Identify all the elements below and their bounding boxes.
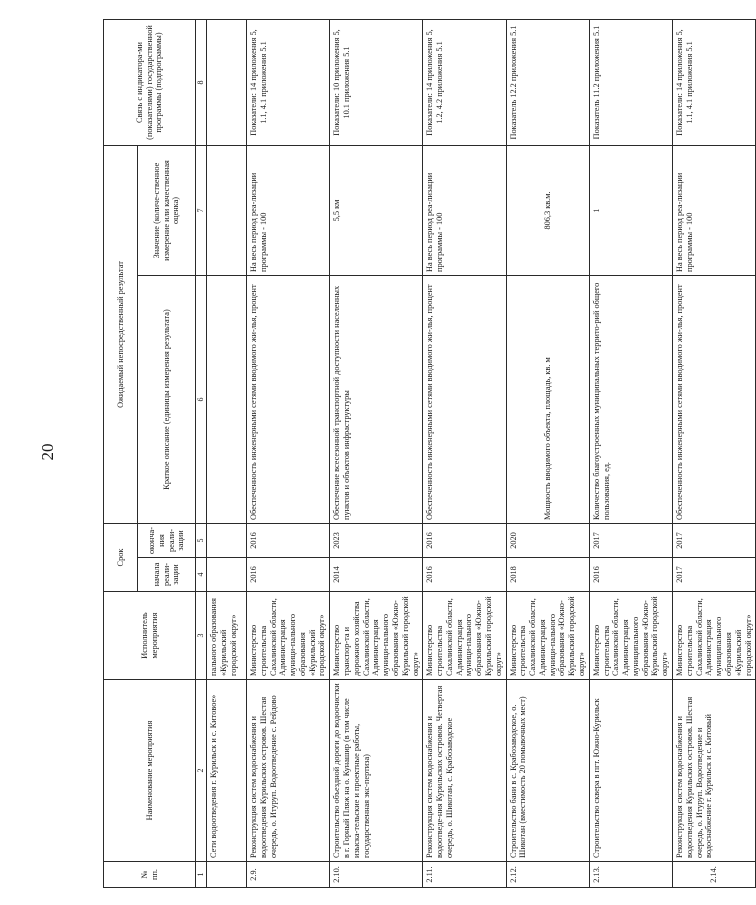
column-number: 7 <box>196 146 207 276</box>
column-number: 1 <box>196 862 207 888</box>
table-row <box>330 20 423 888</box>
header-executor: Исполнитель мероприятия <box>104 592 196 680</box>
row-value: На весь период реа-лизации программы - 100 <box>247 146 330 276</box>
table-row <box>247 20 330 888</box>
row-start: 2018 <box>506 558 589 592</box>
row-executor: Министерство строительства Сахалинской области, Администрация муници-пального образования «Курильский городской округ» <box>247 592 330 680</box>
row-brief: Обеспеченность инженерными сетями вводимого жи-лья, процент <box>423 276 506 524</box>
row-end: 2016 <box>247 524 330 558</box>
row-num: 2.12. <box>506 862 589 888</box>
row-executor: пального образования «Курильский городской округ» <box>207 592 247 680</box>
row-start: 2014 <box>330 558 423 592</box>
activities-table <box>103 19 756 888</box>
table-row <box>673 20 756 888</box>
row-num <box>207 862 247 888</box>
row-name: Реконструкция систем водоснабжения и водоотведения Курильских островов. Шестая очередь, о. Итуруп. Водоотведение и водоснабжение г. Курильск и с. Китовый <box>673 680 756 862</box>
row-end: 2017 <box>589 524 672 558</box>
header-row-1 <box>104 20 138 888</box>
row-start: 2017 <box>673 558 756 592</box>
row-executor: Министерство строительства Сахалинской области, Администрация муници-пального образования «Южно-Курильский городской округ» <box>506 592 589 680</box>
row-executor: Министерство строительства Сахалинской области, Администрация муниципального образования «Курильский городской округ» <box>673 592 756 680</box>
row-value <box>207 146 247 276</box>
row-num: 2.9. <box>247 862 330 888</box>
page-number <box>38 432 58 472</box>
row-link: Показатели: 14 приложения 5, 1.1, 4.1 приложения 5.1 <box>247 20 330 146</box>
table-row <box>506 20 589 888</box>
row-brief: Обеспечение всесезонной транспортной доступности населенных пунктов и объектов инфраструктуры <box>330 276 423 524</box>
row-start: 2016 <box>589 558 672 592</box>
header-name: Наименование мероприятия <box>104 680 196 862</box>
header-brief: Краткое описание (единицы измерения результата) <box>138 276 196 524</box>
row-end: 2023 <box>330 524 423 558</box>
table-row <box>207 20 247 888</box>
table-frame <box>103 20 753 888</box>
row-end: 2020 <box>506 524 589 558</box>
column-number: 3 <box>196 592 207 680</box>
header-link: Связь с индикатора-ми (показателями) государственной программы (подпрограммы) <box>104 20 196 146</box>
row-value: На весь период реа-лизации программы - 100 <box>423 146 506 276</box>
row-link: Показатель 11.2 приложения 5.1 <box>589 20 672 146</box>
row-brief: Обеспеченность инженерными сетями вводимого жи-лья, процент <box>247 276 330 524</box>
row-start: 2016 <box>247 558 330 592</box>
row-num: 2.13. <box>589 862 672 888</box>
row-value: 1 <box>589 146 672 276</box>
row-end: 2016 <box>423 524 506 558</box>
header-value: Значение (количе-ственное измерение или качественная оценка) <box>138 146 196 276</box>
page-number-text: 20 <box>38 443 57 461</box>
row-link: Показатель 12.2 приложения 5.1 <box>506 20 589 146</box>
header-term-start: начала реали-зации <box>138 558 196 592</box>
row-brief: Количество благоустроенных муниципальных террито-рий общего пользования, ед. <box>589 276 672 524</box>
header-num: № пп. <box>104 862 196 888</box>
row-link <box>207 20 247 146</box>
row-executor: Министерство транспор-та и дорожного хозяйства Сахалинской области, Администрация муници-пального образования «Южно-Курильский городской округ» <box>330 592 423 680</box>
row-end: 2017 <box>673 524 756 558</box>
header-term: Срок <box>104 524 138 592</box>
table-row <box>423 20 506 888</box>
column-number: 4 <box>196 558 207 592</box>
row-num: 2.14. <box>673 862 756 888</box>
row-name: Реконструкция систем водоснабжения и водоотведения Курильских островов. Шестая очередь, о. Итуруп. Водоотведение с. Рейдово <box>247 680 330 862</box>
row-brief: Мощность вводимого объекта, площадь, кв. м <box>506 276 589 524</box>
row-value: 806,3 кв.м. <box>506 146 589 276</box>
row-name: Сети водоотведения г. Курильск и с. Китовое» <box>207 680 247 862</box>
row-value: На весь период реа-лизации программы - 100 <box>673 146 756 276</box>
row-link: Показатели: 10 приложения 5, 10.1 приложения 5.1 <box>330 20 423 146</box>
column-number: 5 <box>196 524 207 558</box>
row-num: 2.10. <box>330 862 423 888</box>
column-number: 6 <box>196 276 207 524</box>
row-brief <box>207 276 247 524</box>
column-number: 2 <box>196 680 207 862</box>
row-executor: Министерство строительства Сахалинской области, Администрация муници-пального образования «Южно-Курильский городской округ» <box>423 592 506 680</box>
column-number: 8 <box>196 20 207 146</box>
rotated-table-container <box>103 20 753 888</box>
row-brief: Обеспеченность инженерными сетями вводимого жи-лья, процент <box>673 276 756 524</box>
column-number-row <box>196 20 207 888</box>
row-link: Показатели: 14 приложения 5, 1.1, 4.1 приложения 5.1 <box>673 20 756 146</box>
row-start <box>207 558 247 592</box>
row-num: 2.11. <box>423 862 506 888</box>
row-name: Строительство объездной дороги до водоочистки в г. Горный Пляж на о. Кунашир (в том числе изыска-тельские и проектные работы, государственная экс-пертиза) <box>330 680 423 862</box>
row-value: 5,5 км <box>330 146 423 276</box>
row-end <box>207 524 247 558</box>
row-link: Показатели: 14 приложения 5, 1.2, 4.2 приложения 5.1 <box>423 20 506 146</box>
row-executor: Министерство строительства Сахалинской области, Администрация муниципального образования «Южно-Курильский городской округ» <box>589 592 672 680</box>
row-name: Строительство бани в с. Крабозаводское, о. Шикотан (вместимость 20 помывочных мест) <box>506 680 589 862</box>
table-row <box>589 20 672 888</box>
header-term-end: оконча-ния реали-зации <box>138 524 196 558</box>
header-expected: Ожидаемый непосредственный результат <box>104 146 138 524</box>
row-name: Строительство сквера в пгт. Южно-Курильск <box>589 680 672 862</box>
row-start: 2016 <box>423 558 506 592</box>
row-name: Реконструкция систем водоснабжения и водоотведе-ния Курильских островов. Четвертая очередь, о. Шикотан, с. Крабозаводское <box>423 680 506 862</box>
